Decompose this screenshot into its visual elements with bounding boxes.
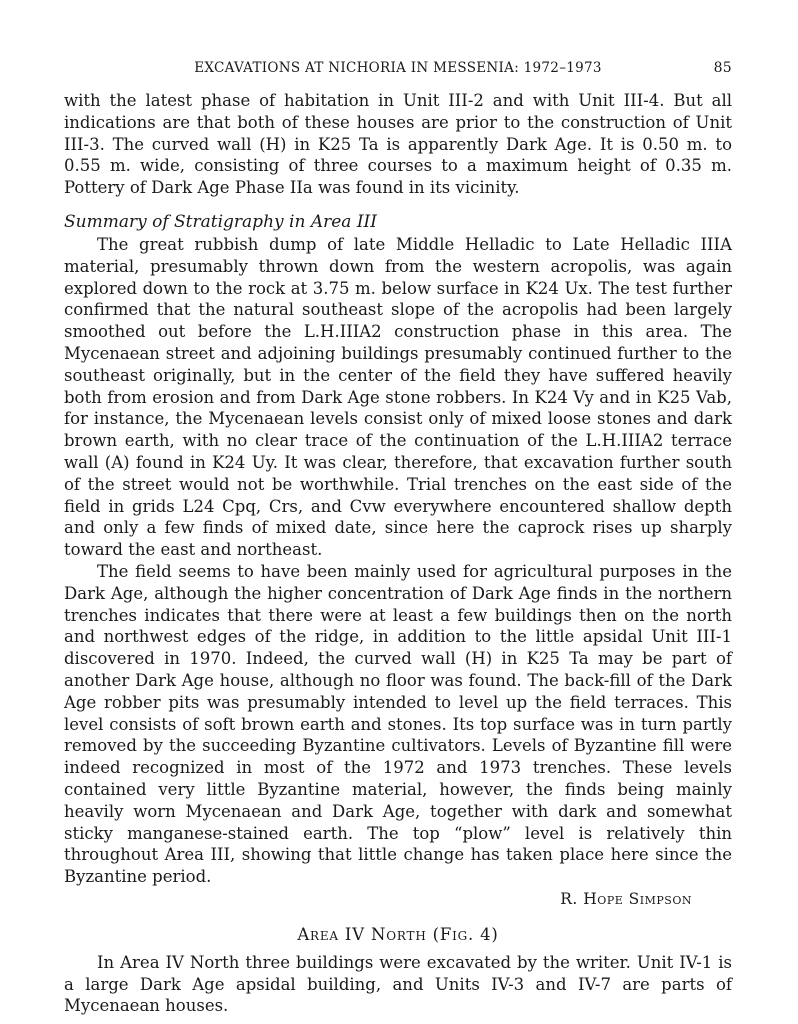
page-number: 85 (713, 60, 732, 76)
running-head-title: EXCAVATIONS AT NICHORIA IN MESSENIA: 1972–1973 (194, 60, 602, 76)
section-heading-area-iv-north: Area IV North (Fig. 4) (297, 924, 499, 944)
subheading-summary-stratigraphy: Summary of Stratigraphy in Area III (64, 211, 377, 232)
page (64, 52, 732, 1017)
article-body (64, 90, 732, 1017)
paragraph-continued: with the latest phase of habitation in Unit III-2 and with Unit III-4. But all indications are that both of these houses are prior to the construction of Unit III-3. The curved wall (H) in K25 Ta is apparently Dark Age. It is 0.50 m. to 0.55 m. wide, consisting of three courses to a maximum height of 0.35 m. Pottery of Dark Age Phase IIa was found in its vicinity. (64, 91, 732, 198)
author-signature: R. Hope Simpson (560, 889, 692, 908)
paragraph-area-iv-north: In Area IV North three buildings were excavated by the writer. Unit IV-1 is a large Dark Age apsidal building, and Units IV-3 and IV-7 are parts of Mycenaean houses. (64, 952, 732, 1016)
paragraph-field-use: The field seems to have been mainly used for agricultural purposes in the Dark Age, although the higher concentration of Dark Age finds in the northern trenches indicates that there were at least a few buildings then on the north and northwest edges of the ridge, in addition to the little apsidal Unit III-1 discovered in 1970. Indeed, the curved wall (H) in K25 Ta may be part of another Dark Age house, although no floor was found. The back-fill of the Dark Age robber pits was presumably intended to level up the field terraces. This level consists of soft brown earth and stones. Its top surface was in turn partly removed by the succeeding Byzantine cultivators. Levels of Byzantine fill were indeed recognized in most of the 1972 and 1973 trenches. These levels contained very little Byzantine material, however, the finds being mainly heavily worn Mycenaean and Dark Age, together with dark and somewhat sticky manganese-stained earth. The top “plow” level is relatively thin throughout Area III, showing that little change has taken place here since the Byzantine period. (64, 561, 732, 887)
paragraph-rubbish-dump: The great rubbish dump of late Middle Helladic to Late Helladic IIIA material, presumably thrown down from the western acropolis, was again explored down to the rock at 3.75 m. below surface in K24 Ux. The test further confirmed that the natural southeast slope of the acropolis had been largely smoothed out before the L.H.IIIA2 construction phase in this area. The Mycenaean street and adjoining buildings presumably continued further to the southeast originally, but in the center of the field they have suffered heavily both from erosion and from Dark Age stone robbers. In K24 Vy and in K25 Vab, for instance, the Mycenaean levels consist only of mixed loose stones and dark brown earth, with no clear trace of the continuation of the L.H.IIIA2 terrace wall (A) found in K24 Uy. It was clear, therefore, that excavation further south of the street would not be worthwhile. Trial trenches on the east side of the field in grids L24 Cpq, Crs, and Cvw everywhere encountered shallow depth and only a few finds of mixed date, since here the caprock rises up sharply toward the east and northeast. (64, 234, 732, 560)
running-head (64, 52, 732, 80)
